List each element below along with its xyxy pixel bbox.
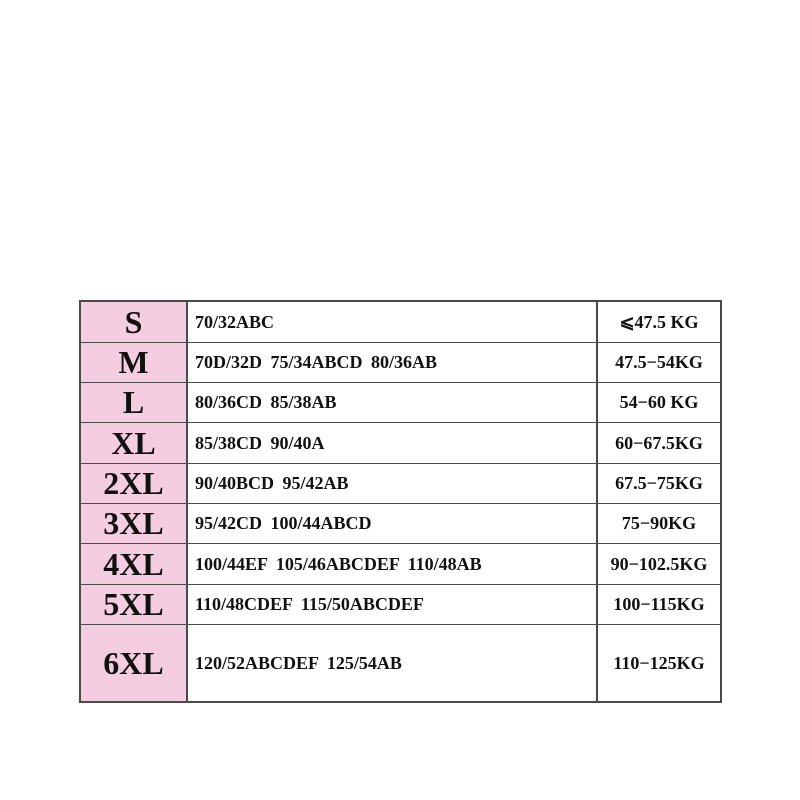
bra-sizes-3xl: 95/42CD 100/44ABCD <box>188 504 598 544</box>
weight-range-3xl: 75−90KG <box>598 504 720 544</box>
size-chart-table <box>79 300 722 703</box>
size-label-4xl: 4XL <box>81 544 188 585</box>
size-label-xl: XL <box>81 423 188 464</box>
size-label-m: M <box>81 343 188 383</box>
bra-sizes-xl: 85/38CD 90/40A <box>188 423 598 464</box>
bra-sizes-m: 70D/32D 75/34ABCD 80/36AB <box>188 343 598 383</box>
bra-sizes-2xl: 90/40BCD 95/42AB <box>188 464 598 504</box>
size-label-l: L <box>81 383 188 423</box>
weight-range-5xl: 100−115KG <box>598 585 720 625</box>
weight-range-4xl: 90−102.5KG <box>598 544 720 585</box>
bra-sizes-l: 80/36CD 85/38AB <box>188 383 598 423</box>
bra-sizes-4xl: 100/44EF 105/46ABCDEF 110/48AB <box>188 544 598 585</box>
weight-range-xl: 60−67.5KG <box>598 423 720 464</box>
size-label-6xl: 6XL <box>81 625 188 701</box>
size-label-3xl: 3XL <box>81 504 188 544</box>
weight-range-l: 54−60 KG <box>598 383 720 423</box>
size-label-s: S <box>81 302 188 343</box>
bra-sizes-6xl: 120/52ABCDEF 125/54AB <box>188 625 598 701</box>
weight-range-m: 47.5−54KG <box>598 343 720 383</box>
weight-range-6xl: 110−125KG <box>613 652 705 673</box>
size-label-2xl: 2XL <box>81 464 188 504</box>
size-label-5xl: 5XL <box>81 585 188 625</box>
bra-sizes-s: 70/32ABC <box>188 302 598 343</box>
weight-range-2xl: 67.5−75KG <box>598 464 720 504</box>
bra-sizes-5xl: 110/48CDEF 115/50ABCDEF <box>188 585 598 625</box>
weight-range-s: ⩽47.5 KG <box>598 302 720 343</box>
